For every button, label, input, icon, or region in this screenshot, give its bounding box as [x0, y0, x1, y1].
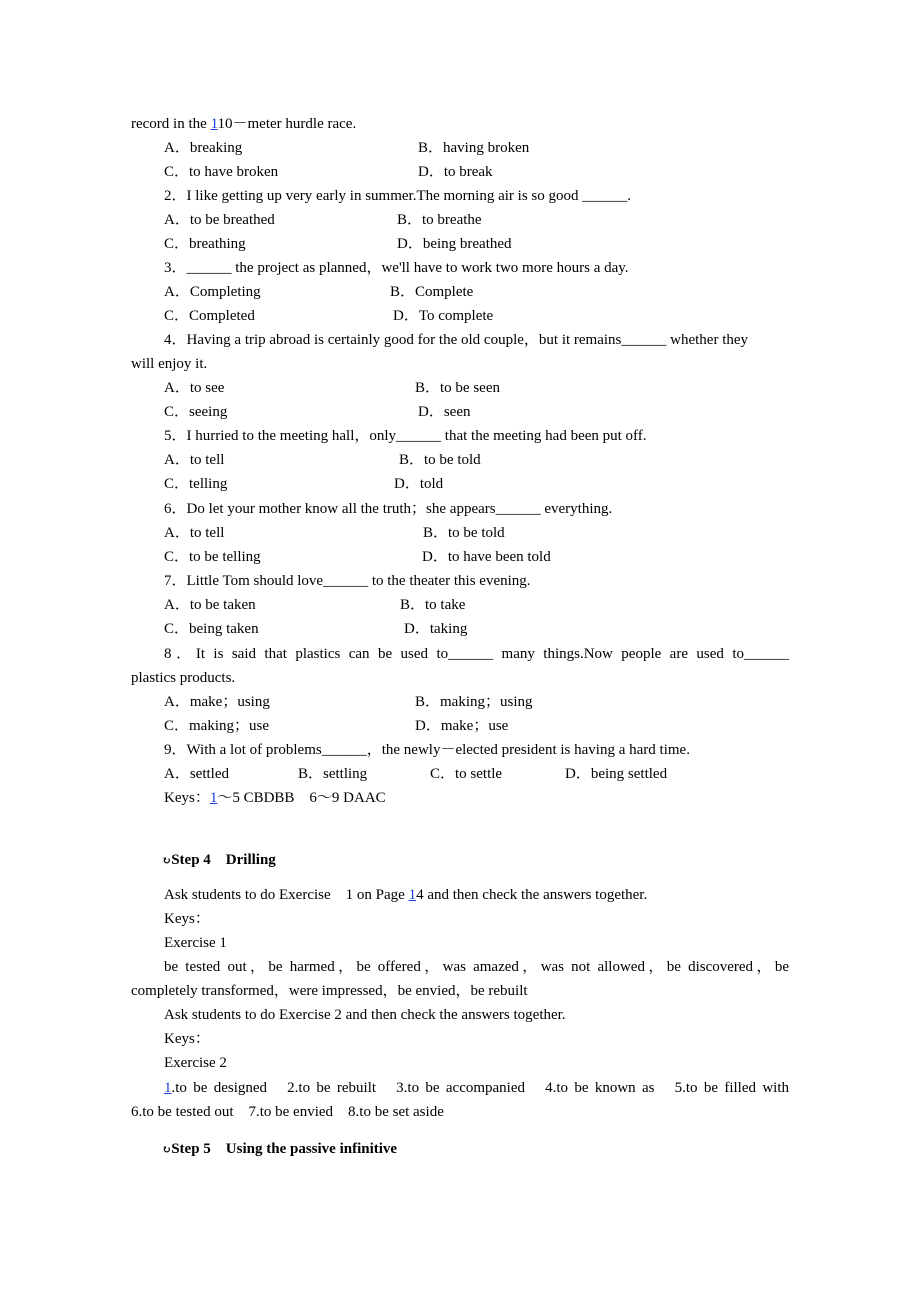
question-8-line-1: 8．It is said that plastics can be used to______ many things.Now people are used to______ [164, 646, 789, 662]
exercise-1-answers-line-2: completely transformed，were impressed，be envied，be rebuilt [131, 983, 528, 999]
question-5: 5．I hurried to the meeting hall，only______ that the meeting had been put off. [164, 428, 647, 444]
q5-option-c: C．telling [164, 476, 228, 492]
page-link[interactable]: 1 [210, 116, 218, 132]
keys-label: Keys： [164, 911, 210, 927]
q1-option-a: A．breaking [164, 140, 243, 156]
exercise-1-title: Exercise 1 [164, 935, 227, 951]
page-link[interactable]: 1 [408, 887, 417, 903]
page-link[interactable]: 1 [164, 1080, 172, 1096]
q7-option-c: C．being taken [164, 621, 259, 637]
q4-option-a: A．to see [164, 380, 225, 396]
q4-option-c: C．seeing [164, 404, 228, 420]
q8-option-d: D．make；use [415, 718, 509, 734]
page-link[interactable]: 1 [209, 790, 218, 806]
q3-option-c: C．Completed [164, 308, 255, 324]
q1-option-b: B．having broken [418, 140, 530, 156]
q9-option-d: D．being settled [565, 766, 668, 782]
keys-label: Keys： [164, 1031, 210, 1047]
question-7: 7．Little Tom should love______ to the theater this evening. [164, 573, 531, 589]
q2-option-c: C．breathing [164, 236, 246, 252]
question-4-line-1: 4．Having a trip abroad is certainly good for the old couple，but it remains______ whether they [164, 332, 749, 348]
q8-option-c: C．making；use [164, 718, 269, 734]
q6-option-b: B．to be told [423, 525, 505, 541]
exercise-2-title: Exercise 2 [164, 1055, 227, 1071]
q2-option-b: B．to breathe [397, 212, 482, 228]
q5-option-a: A．to tell [164, 452, 225, 468]
return-arrow-icon: ↻ [162, 1144, 172, 1156]
step-5-heading [162, 1140, 397, 1159]
q9-option-a: A．settled [164, 766, 229, 782]
text: record in the [131, 116, 211, 132]
q7-option-b: B．to take [400, 597, 466, 613]
return-arrow-icon: ↻ [162, 855, 172, 867]
question-6: 6．Do let your mother know all the truth；she appears______ everything. [164, 501, 613, 517]
text: Keys： [164, 790, 210, 806]
exercise-1-intro [164, 886, 647, 904]
text: 4 and then check the answers together. [416, 887, 648, 903]
q2-option-d: D．being breathed [397, 236, 512, 252]
text: Ask students to do Exercise 1 on Page [164, 887, 409, 903]
q6-option-a: A．to tell [164, 525, 225, 541]
question-3: 3．______ the project as planned，we'll have to work two more hours a day. [164, 260, 629, 276]
q3-option-a: A．Completing [164, 284, 261, 300]
q4-option-b: B．to be seen [415, 380, 500, 396]
question-2: 2．I like getting up very early in summer.The morning air is so good ______. [164, 188, 632, 204]
q5-option-d: D．told [394, 476, 444, 492]
q9-option-c: C．to settle [430, 766, 503, 782]
q5-option-b: B．to be told [399, 452, 481, 468]
exercise-2-answers-line-1 [164, 1079, 789, 1097]
q6-option-d: D．to have been told [422, 549, 551, 565]
q7-option-a: A．to be taken [164, 597, 256, 613]
question-4-line-2: will enjoy it. [131, 356, 208, 372]
text: Step 5 Using the passive infinitive [171, 1141, 398, 1157]
text: Step 4 Drilling [171, 852, 276, 868]
q3-option-d: D．To complete [393, 308, 494, 324]
text: 10－meter hurdle race. [217, 116, 357, 132]
exercise-2-answers-line-2: 6.to be tested out 7.to be envied 8.to be set aside [131, 1104, 444, 1120]
question-8-line-2: plastics products. [131, 670, 236, 686]
q1-option-d: D．to break [418, 164, 493, 180]
q8-option-b: B．making；using [415, 694, 533, 710]
q8-option-a: A．make；using [164, 694, 270, 710]
answer-keys-1 [164, 789, 386, 807]
question-9: 9．With a lot of problems______，the newly－elected president is having a hard time. [164, 742, 690, 758]
q7-option-d: D．taking [404, 621, 468, 637]
text: ～5 CBDBB 6～9 DAAC [217, 790, 386, 806]
q9-option-b: B．settling [298, 766, 368, 782]
exercise-2-intro: Ask students to do Exercise 2 and then check the answers together. [164, 1007, 566, 1023]
q6-option-c: C．to be telling [164, 549, 261, 565]
text: .to be designed 2.to be rebuilt 3.to be accompanied 4.to be known as 5.to be filled with [171, 1080, 789, 1096]
q1-option-c: C．to have broken [164, 164, 279, 180]
step-4-heading [162, 851, 276, 870]
q1-continuation [131, 115, 356, 133]
exercise-1-answers-line-1: be tested out，be harmed，be offered，was amazed，was not allowed，be discovered，be [164, 959, 789, 975]
q4-option-d: D．seen [418, 404, 471, 420]
q2-option-a: A．to be breathed [164, 212, 275, 228]
q3-option-b: B．Complete [390, 284, 474, 300]
